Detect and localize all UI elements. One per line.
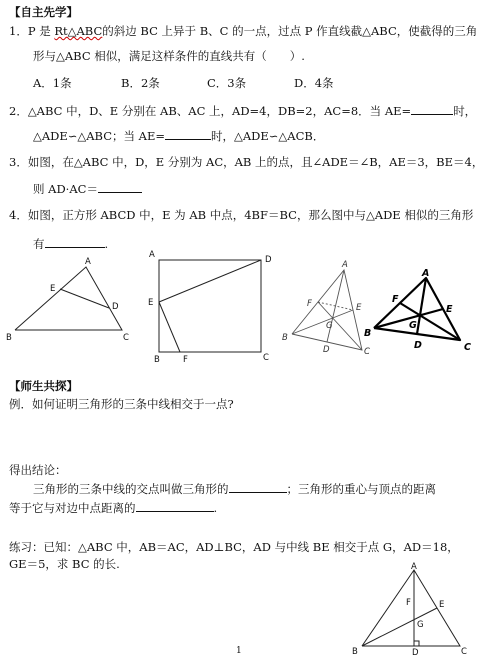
point-label: A: [411, 562, 417, 572]
point-label: A: [342, 260, 348, 270]
point-label: F: [183, 355, 188, 365]
point-label: F: [406, 598, 411, 608]
point-label: E: [356, 303, 362, 313]
answer-blank: [411, 103, 453, 115]
point-label: A: [149, 250, 155, 260]
question-4-line-1: 4．如图，正方形 ABCD 中，E 为 AB 中点，4BF＝BC，那么图中与△ADE 相似的三角形: [9, 208, 474, 222]
question-2-line-2: △ADE∽△ABC；当 AE= 时，△ADE∽△ACB．: [33, 129, 325, 143]
point-label: E: [446, 304, 453, 315]
question-1-option-c: C．3条: [207, 76, 247, 90]
point-label: B: [352, 647, 358, 657]
section-heading-self-study: 【自主先学】: [9, 5, 78, 19]
answer-blank: [229, 481, 287, 493]
conclusion-label: 得出结论：: [9, 463, 67, 477]
question-1-line-1: 1．P 是 Rt△ABC的斜边 BC 上异于 B、C 的一点，过点 P 作直线截△ABC，使截得的三角: [9, 24, 478, 38]
question-2-line-1: 2．△ABC 中，D、E 分别在 AB、AC 上，AD=4，DB=2，AC=8．当 AE= 时，: [9, 104, 477, 118]
point-label: D: [265, 255, 272, 265]
answer-blank: [165, 128, 211, 140]
point-label: C: [461, 647, 467, 657]
point-label: G: [326, 321, 333, 331]
answer-blank: [136, 500, 214, 512]
practice-line-1: 练习：已知：△ABC 中，AB＝AC，AD⊥BC，AD 与中线 BE 相交于点 G，AD＝18，: [9, 540, 459, 554]
point-label: B: [154, 355, 160, 365]
page-number: 1: [236, 646, 242, 656]
question-3-line-2: 则 AD·AC＝: [33, 181, 142, 197]
question-3-line-1: 3．如图，在△ABC 中，D，E 分别为 AC，AB 上的点，且∠ADE＝∠B，AE＝3，BE＝4，: [9, 155, 484, 169]
section-heading-explore: 【师生共探】: [9, 379, 78, 393]
point-label: D: [412, 648, 419, 658]
answer-blank: [98, 181, 142, 193]
question-1-option-b: B．2条: [121, 76, 160, 90]
figure-triangle-medians-bold: [364, 268, 484, 354]
point-label: C: [263, 353, 269, 363]
point-label: D: [414, 340, 422, 351]
point-label: D: [323, 345, 330, 355]
point-label: E: [50, 284, 56, 294]
conclusion-line-1: 三角形的三条中线的交点叫做三角形的 ；三角形的重心与顶点的距离: [33, 482, 436, 496]
point-label: F: [307, 299, 312, 309]
point-label: E: [439, 600, 445, 610]
point-label: A: [85, 257, 91, 267]
figure-triangle-ade: [4, 254, 136, 346]
point-label: B: [364, 328, 372, 339]
question-4-line-2: 有 .: [33, 237, 109, 251]
example-question: 例．如何证明三角形的三条中线相交于一点?: [9, 397, 234, 411]
figure-isosceles-triangle: [350, 562, 470, 658]
conclusion-line-2: 等于它与对边中点距离的 .: [9, 501, 218, 515]
point-label: D: [112, 302, 119, 312]
answer-blank: [45, 236, 105, 248]
point-label: C: [123, 333, 129, 343]
point-label: B: [6, 333, 12, 343]
point-label: C: [364, 347, 370, 356]
point-label: E: [148, 298, 154, 308]
point-label: G: [409, 320, 417, 331]
figure-square-abcd: [146, 248, 276, 368]
question-1-line-2: 形与△ABC 相似，满足这样条件的直线共有（ ）.: [33, 49, 305, 63]
point-label: B: [282, 333, 288, 343]
point-label: G: [417, 620, 424, 630]
point-label: C: [464, 342, 471, 353]
point-label: A: [422, 268, 430, 279]
point-label: F: [392, 294, 399, 305]
question-1-option-a: A．1条: [33, 76, 72, 90]
spellcheck-mark: Rt△ABC: [54, 24, 103, 38]
practice-line-2: GE＝5，求 BC 的长.: [9, 557, 120, 571]
question-1-option-d: D．4条: [294, 76, 334, 90]
